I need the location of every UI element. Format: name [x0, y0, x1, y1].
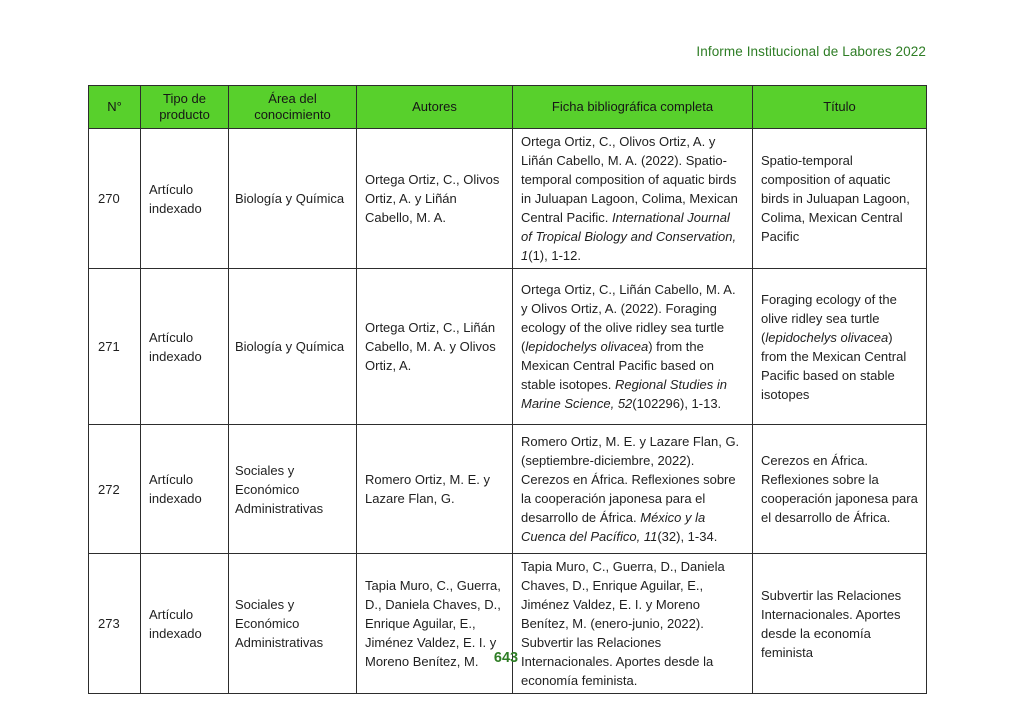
- cell-tipo-producto: Artículo indexado: [141, 554, 229, 694]
- cell-ficha-bibliografica: Ortega Ortiz, C., Olivos Ortiz, A. y Liñán Cabello, M. A. (2022). Spatio-temporal composition of aquatic birds in Juluapan Lagoon, Colima, Mexican Central Pacific. International Journal of Tropical Biology and Conservation, 1(1), 1-12.: [513, 129, 753, 269]
- table-row: [89, 554, 927, 694]
- col-header-area-conocimiento: Área del conocimiento: [229, 86, 357, 129]
- col-header-autores: Autores: [357, 86, 513, 129]
- table-body: [89, 129, 927, 694]
- table-header: [89, 86, 927, 129]
- cell-autores: Romero Ortiz, M. E. y Lazare Flan, G.: [357, 425, 513, 554]
- cell-titulo: Foraging ecology of the olive ridley sea turtle (lepidochelys olivacea) from the Mexican Central Pacific based on stable isotopes: [753, 269, 927, 425]
- col-header-numero: N°: [89, 86, 141, 129]
- cell-area-conocimiento: Biología y Química: [229, 269, 357, 425]
- cell-tipo-producto: Artículo indexado: [141, 129, 229, 269]
- page-number: 643: [493, 650, 519, 666]
- table-row: [89, 425, 927, 554]
- cell-autores: Ortega Ortiz, C., Liñán Cabello, M. A. y Olivos Ortiz, A.: [357, 269, 513, 425]
- cell-autores: Tapia Muro, C., Guerra, D., Daniela Chaves, D., Enrique Aguilar, E., Jiménez Valdez, E. I. y Moreno Benítez, M.: [357, 554, 513, 694]
- cell-tipo-producto: Artículo indexado: [141, 269, 229, 425]
- cell-titulo: Spatio-temporal composition of aquatic birds in Juluapan Lagoon, Colima, Mexican Central Pacific: [753, 129, 927, 269]
- col-header-titulo: Título: [753, 86, 927, 129]
- cell-area-conocimiento: Sociales y Económico Administrativas: [229, 554, 357, 694]
- report-title: Informe Institucional de Labores 2022: [696, 44, 926, 59]
- cell-ficha-bibliografica: Romero Ortiz, M. E. y Lazare Flan, G. (septiembre-diciembre, 2022). Cerezos en África. Reflexiones sobre la cooperación japonesa para el desarrollo de África. México y la Cuenca del Pacífico, 11(32), 1-34.: [513, 425, 753, 554]
- publications-table: [88, 85, 927, 694]
- cell-ficha-bibliografica: Tapia Muro, C., Guerra, D., Daniela Chaves, D., Enrique Aguilar, E., Jiménez Valdez, E. I. y Moreno Benítez, M. (enero-junio, 2022). Subvertir las Relaciones Internacionales. Aportes desde la economía feminista.: [513, 554, 753, 694]
- cell-ficha-bibliografica: Ortega Ortiz, C., Liñán Cabello, M. A. y Olivos Ortiz, A. (2022). Foraging ecology of the olive ridley sea turtle (lepidochelys olivacea) from the Mexican Central Pacific based on stable isotopes. Regional Studies in Marine Science, 52(102296), 1-13.: [513, 269, 753, 425]
- table-header-row: [89, 86, 927, 129]
- cell-area-conocimiento: Biología y Química: [229, 129, 357, 269]
- table-row: [89, 129, 927, 269]
- cell-titulo: Cerezos en África. Reflexiones sobre la cooperación japonesa para el desarrollo de África.: [753, 425, 927, 554]
- col-header-ficha-bibliografica: Ficha bibliográfica completa: [513, 86, 753, 129]
- cell-numero: 273: [89, 554, 141, 694]
- col-header-tipo-producto: Tipo de producto: [141, 86, 229, 129]
- cell-tipo-producto: Artículo indexado: [141, 425, 229, 554]
- cell-titulo: Subvertir las Relaciones Internacionales. Aportes desde la economía feminista: [753, 554, 927, 694]
- cell-autores: Ortega Ortiz, C., Olivos Ortiz, A. y Liñán Cabello, M. A.: [357, 129, 513, 269]
- cell-numero: 272: [89, 425, 141, 554]
- cell-numero: 271: [89, 269, 141, 425]
- cell-area-conocimiento: Sociales y Económico Administrativas: [229, 425, 357, 554]
- table-row: [89, 269, 927, 425]
- cell-numero: 270: [89, 129, 141, 269]
